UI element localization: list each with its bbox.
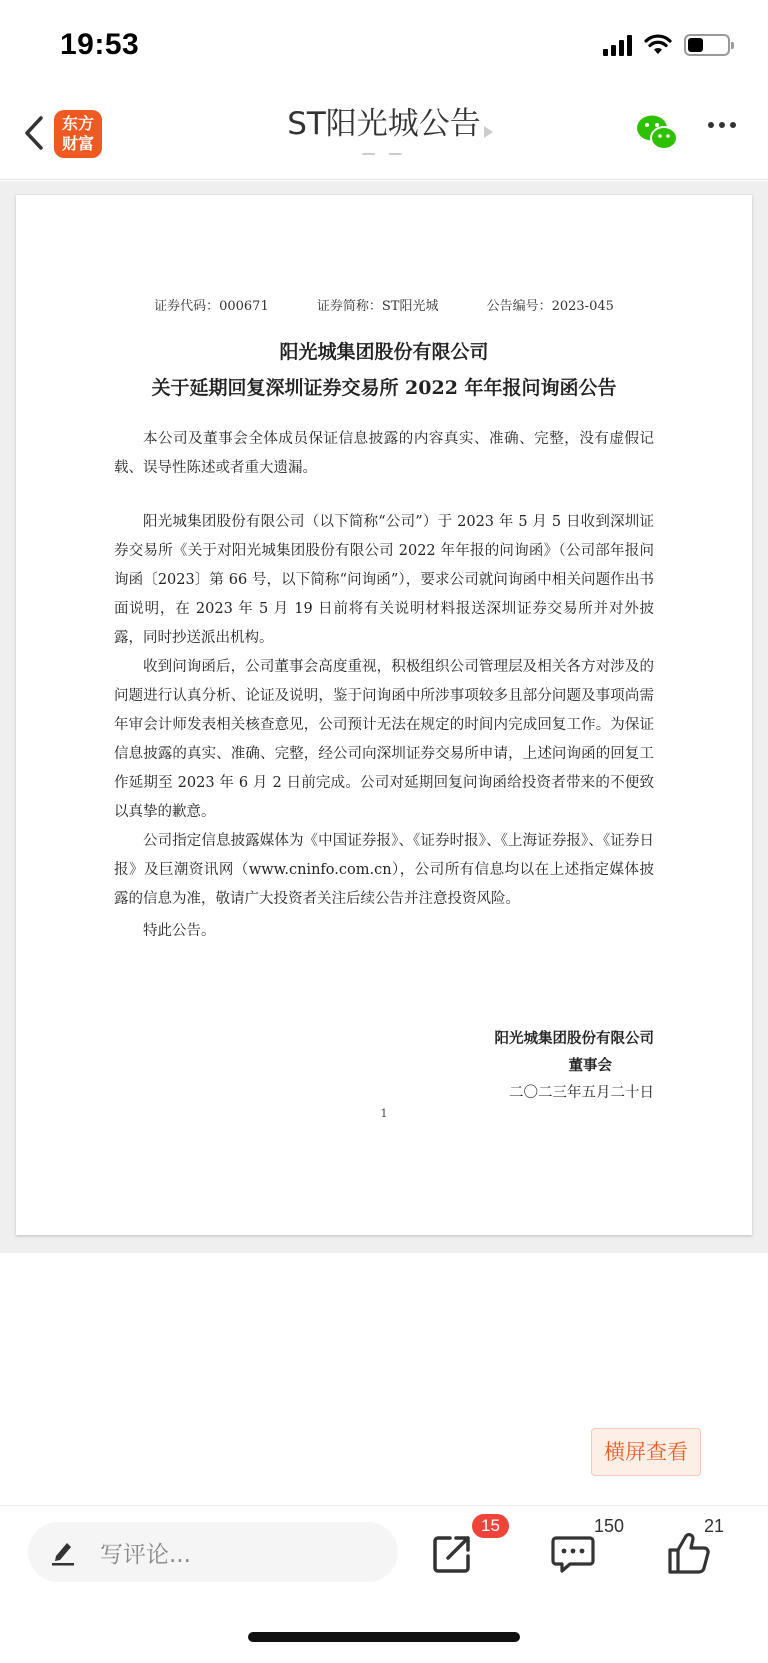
comment-input[interactable] <box>28 1522 398 1582</box>
closing-text: 特此公告。 <box>143 923 216 939</box>
landscape-view-button[interactable]: 横屏查看 <box>591 1428 701 1476</box>
document-title-line2: 关于延期回复深圳证券交易所 2022 年年报问询函公告 <box>151 377 617 399</box>
logo-line2: 财富 <box>61 134 94 153</box>
stock-code: 证券代码：000671 <box>154 299 269 314</box>
nav-bar <box>0 90 768 180</box>
status-time: 19:53 <box>60 28 140 61</box>
signature-company: 阳光城集团股份有限公司 <box>494 1030 654 1047</box>
document-intro <box>114 425 654 483</box>
document-body <box>114 508 654 914</box>
wechat-icon[interactable] <box>634 110 680 154</box>
comment-placeholder: 写评论... <box>100 1541 191 1568</box>
intro-paragraph: 本公司及董事会全体成员保证信息披露的内容真实、准确、完整，没有虚假记载、误导性陈述或者重大遗漏。 <box>114 431 654 476</box>
more-button[interactable] <box>708 122 736 128</box>
signature-board: 董事会 <box>568 1057 612 1074</box>
document-meta <box>16 295 752 314</box>
page-number: 1 <box>380 1107 388 1120</box>
status-bar <box>0 0 768 90</box>
pencil-icon <box>50 1538 76 1566</box>
announcement-number: 公告编号：2023-045 <box>486 299 614 314</box>
signal-icon <box>603 34 632 56</box>
logo-line1: 东方 <box>61 114 94 133</box>
comment-icon[interactable] <box>548 1528 598 1578</box>
page-title: ST阳光城公告 <box>287 106 481 142</box>
document-page <box>16 195 752 1235</box>
share-icon[interactable] <box>428 1528 478 1578</box>
body-paragraph: 阳光城集团股份有限公司（以下简称“公司”）于 2023 年 5 月 5 日收到深圳证券交易所《关于对阳光城集团股份有限公司 2022 年年报的问询函》（公司部年报问询函〔2023〕第 66 号，以下简称“问询函”），要求公司就问询函中相关问题作出书面说明，在 2023 年 5 月 19 日前将有关说明材料报送深圳证券交易所并对外披露，同时抄送派出机构。 <box>114 514 654 646</box>
battery-icon <box>684 34 730 56</box>
signature-date: 二〇二三年五月二十日 <box>509 1085 654 1101</box>
wifi-icon <box>644 34 672 56</box>
comment-count: 150 <box>594 1516 625 1536</box>
document-title-line1: 阳光城集团股份有限公司 <box>279 341 489 363</box>
home-indicator[interactable] <box>248 1632 520 1642</box>
body-paragraph: 公司指定信息披露媒体为《中国证券报》、《证券时报》、《上海证券报》、《证券日报》及巨潮资讯网（www.cninfo.com.cn），公司所有信息均以在上述指定媒体披露的信息为准，敬请广大投资者关注后续公告并注意投资风险。 <box>114 833 654 907</box>
document-viewer[interactable] <box>0 181 768 1253</box>
page-subtitle: — — <box>361 146 407 162</box>
status-icons <box>603 34 730 56</box>
caret-right-icon <box>484 126 493 138</box>
bottom-bar <box>0 1505 768 1605</box>
document-closing <box>114 917 654 946</box>
like-count: 21 <box>704 1516 725 1536</box>
share-count-badge: 15 <box>472 1514 509 1538</box>
stock-name: 证券简称：ST阳光城 <box>316 299 439 314</box>
body-paragraph: 收到问询函后，公司董事会高度重视，积极组织公司管理层及相关各方对涉及的问题进行认真分析、论证及说明，鉴于问询函中所涉事项较多且部分问题及事项尚需年审会计师发表相关核查意见，公司预计无法在规定的时间内完成回复工作。为保证信息披露的真实、准确、完整，经公司向深圳证券交易所申请，上述问询函的回复工作延期至 2023 年 6 月 2 日前完成。公司对延期回复问询函给投资者带来的不便致以真挚的歉意。 <box>114 659 654 820</box>
